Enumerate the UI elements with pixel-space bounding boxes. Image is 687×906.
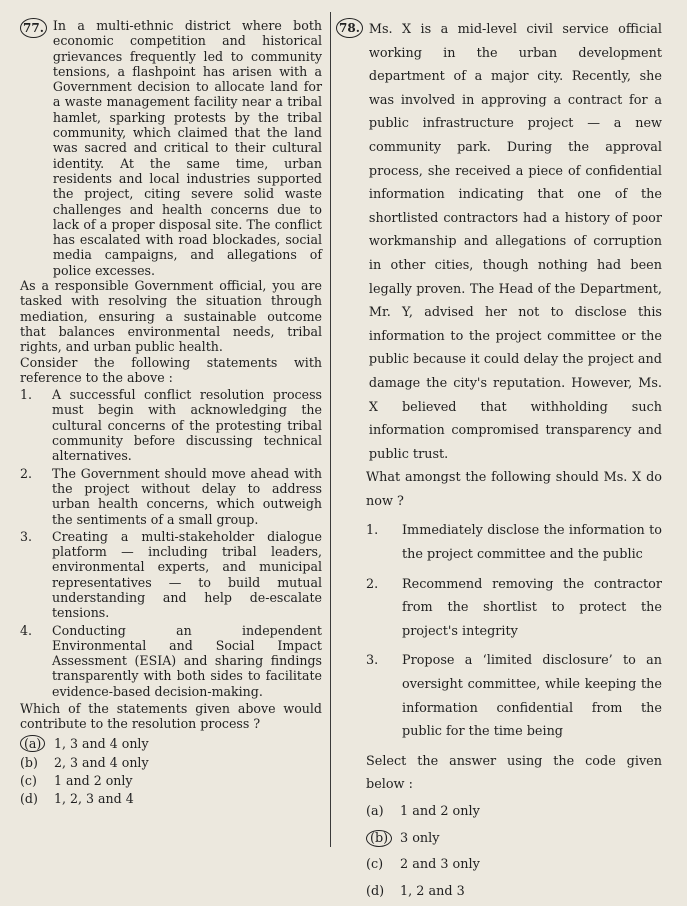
statement-text: The Government should move ahead with the project without delay to address urban health concerns, which outweigh the sentiments of a small group. — [52, 465, 322, 527]
question-77-paragraph-2: As a responsible Government official, you are tasked with resolving the situation through mediation, ensuring a sustainable outcome that balances environmental needs, tribal rights, and urban public health. — [20, 278, 322, 355]
question-77-header — [20, 18, 322, 278]
statement-text: Creating a multi-stakeholder dialogue platform — including tribal leaders, environmental experts, and municipal representatives — to build mutual understanding and help de-escalate tensions. — [52, 528, 322, 621]
option-d[interactable] — [20, 791, 322, 806]
statement-number: 3. — [20, 528, 33, 544]
option-a[interactable] — [366, 800, 662, 824]
statement-text: Recommend removing the contractor from the shortlist to protect the project's integrity — [402, 576, 662, 639]
question-77 — [20, 18, 322, 810]
statement-number: 3. — [366, 653, 379, 669]
statement — [366, 573, 662, 644]
question-77-consider: Consider the following statements with reference to the above : — [20, 354, 322, 385]
column-divider — [330, 12, 331, 847]
statement-text: A successful conflict resolution process must begin with acknowledging the cultural concerns of the protesting tribal community before discussing technical alternatives. — [52, 387, 322, 464]
select-instruction: Select the answer using the code given below : — [366, 753, 662, 793]
statement — [366, 649, 662, 743]
statement-list — [366, 519, 662, 743]
option-b[interactable] — [366, 827, 662, 851]
option-key: (d) — [20, 791, 38, 807]
statement-number: 2. — [20, 465, 33, 481]
statement-list — [20, 387, 322, 699]
option-key: (a) — [366, 804, 384, 819]
option-text: 1, 2, 3 and 4 — [54, 791, 134, 807]
option-key: (c) — [20, 772, 37, 788]
option-key: (d) — [366, 883, 385, 899]
question-78-header — [336, 18, 662, 466]
option-key: (b) — [366, 830, 392, 847]
statement-text: Propose a ‘limited disclosure’ to an oversight committee, while keeping the information confidential from the public for the time being — [402, 653, 662, 740]
question-78-prompt: What amongst the following should Ms. X do now ? — [366, 470, 662, 509]
statement — [20, 529, 322, 621]
question-number: 78. — [336, 18, 363, 38]
option-b[interactable] — [20, 755, 322, 770]
question-77-prompt: Which of the statements given above would contribute to the resolution process ? — [20, 701, 322, 732]
statement — [20, 387, 322, 463]
option-text: 1, 2 and 3 — [400, 883, 465, 899]
statement-text: Conducting an independent Environmental and Social Impact Assessment (ESIA) and sharing findings transparently with both sides to facilitate evidence-based decision-making. — [52, 622, 322, 699]
option-key: (a) — [20, 735, 45, 752]
answer-options — [20, 735, 322, 807]
option-text: 1 and 2 only — [54, 772, 133, 788]
question-78 — [336, 18, 662, 906]
option-key: (b) — [20, 754, 38, 770]
option-key: (c) — [366, 857, 384, 873]
option-text: 2, 3 and 4 only — [54, 754, 149, 770]
statement-number: 4. — [20, 622, 33, 638]
question-78-paragraph: Ms. X is a mid-level civil service official working in the urban development department of a major city. Recently, she was involved in approving a contract for a public infrastructure project — a new community park. During the approval process, she received a piece of confidential information indicating that one of the shortlisted contractors had a history of poor workmanship and allegations of corruption in other cities, though nothing had been legally proven. The Head of the Department, Mr. Y, advised her not to disclose this information to the project committee or the public because it could delay the project and damage the city's reputation. However, Ms. X believed that withholding such information compromised transparency and public trust. — [368, 22, 662, 462]
option-a[interactable] — [20, 735, 322, 752]
statement-number: 1. — [20, 387, 33, 403]
statement-text: Immediately disclose the information to the project committee and the public — [402, 523, 662, 563]
statement — [20, 623, 322, 699]
option-d[interactable] — [366, 880, 662, 904]
question-77-paragraph-1: In a multi-ethnic district where both economic competition and historical grievances frequently led to community tensions, a flashpoint has arisen with a Government decision to allocate land for a waste management facility near a tribal hamlet, sparking protests by the tribal community, which claimed that the land was sacred and critical to their cultural identity. At the same time, urban residents and local industries supported the project, citing severe solid waste challenges and health concerns due to lack of a proper disposal site. The conflict has escalated with road blockades, social media campaigns, and allegations of police excesses. — [52, 18, 322, 278]
answer-options — [366, 800, 662, 903]
statement — [20, 466, 322, 527]
option-text: 3 only — [400, 830, 440, 846]
statement-number: 2. — [366, 576, 379, 592]
statement-number: 1. — [366, 523, 379, 539]
option-text: 1 and 2 only — [400, 804, 480, 819]
option-text: 1, 3 and 4 only — [54, 735, 149, 751]
statement — [366, 519, 662, 566]
question-number: 77. — [20, 18, 47, 38]
option-text: 2 and 3 only — [400, 857, 480, 873]
option-c[interactable] — [20, 773, 322, 788]
option-c[interactable] — [366, 853, 662, 877]
